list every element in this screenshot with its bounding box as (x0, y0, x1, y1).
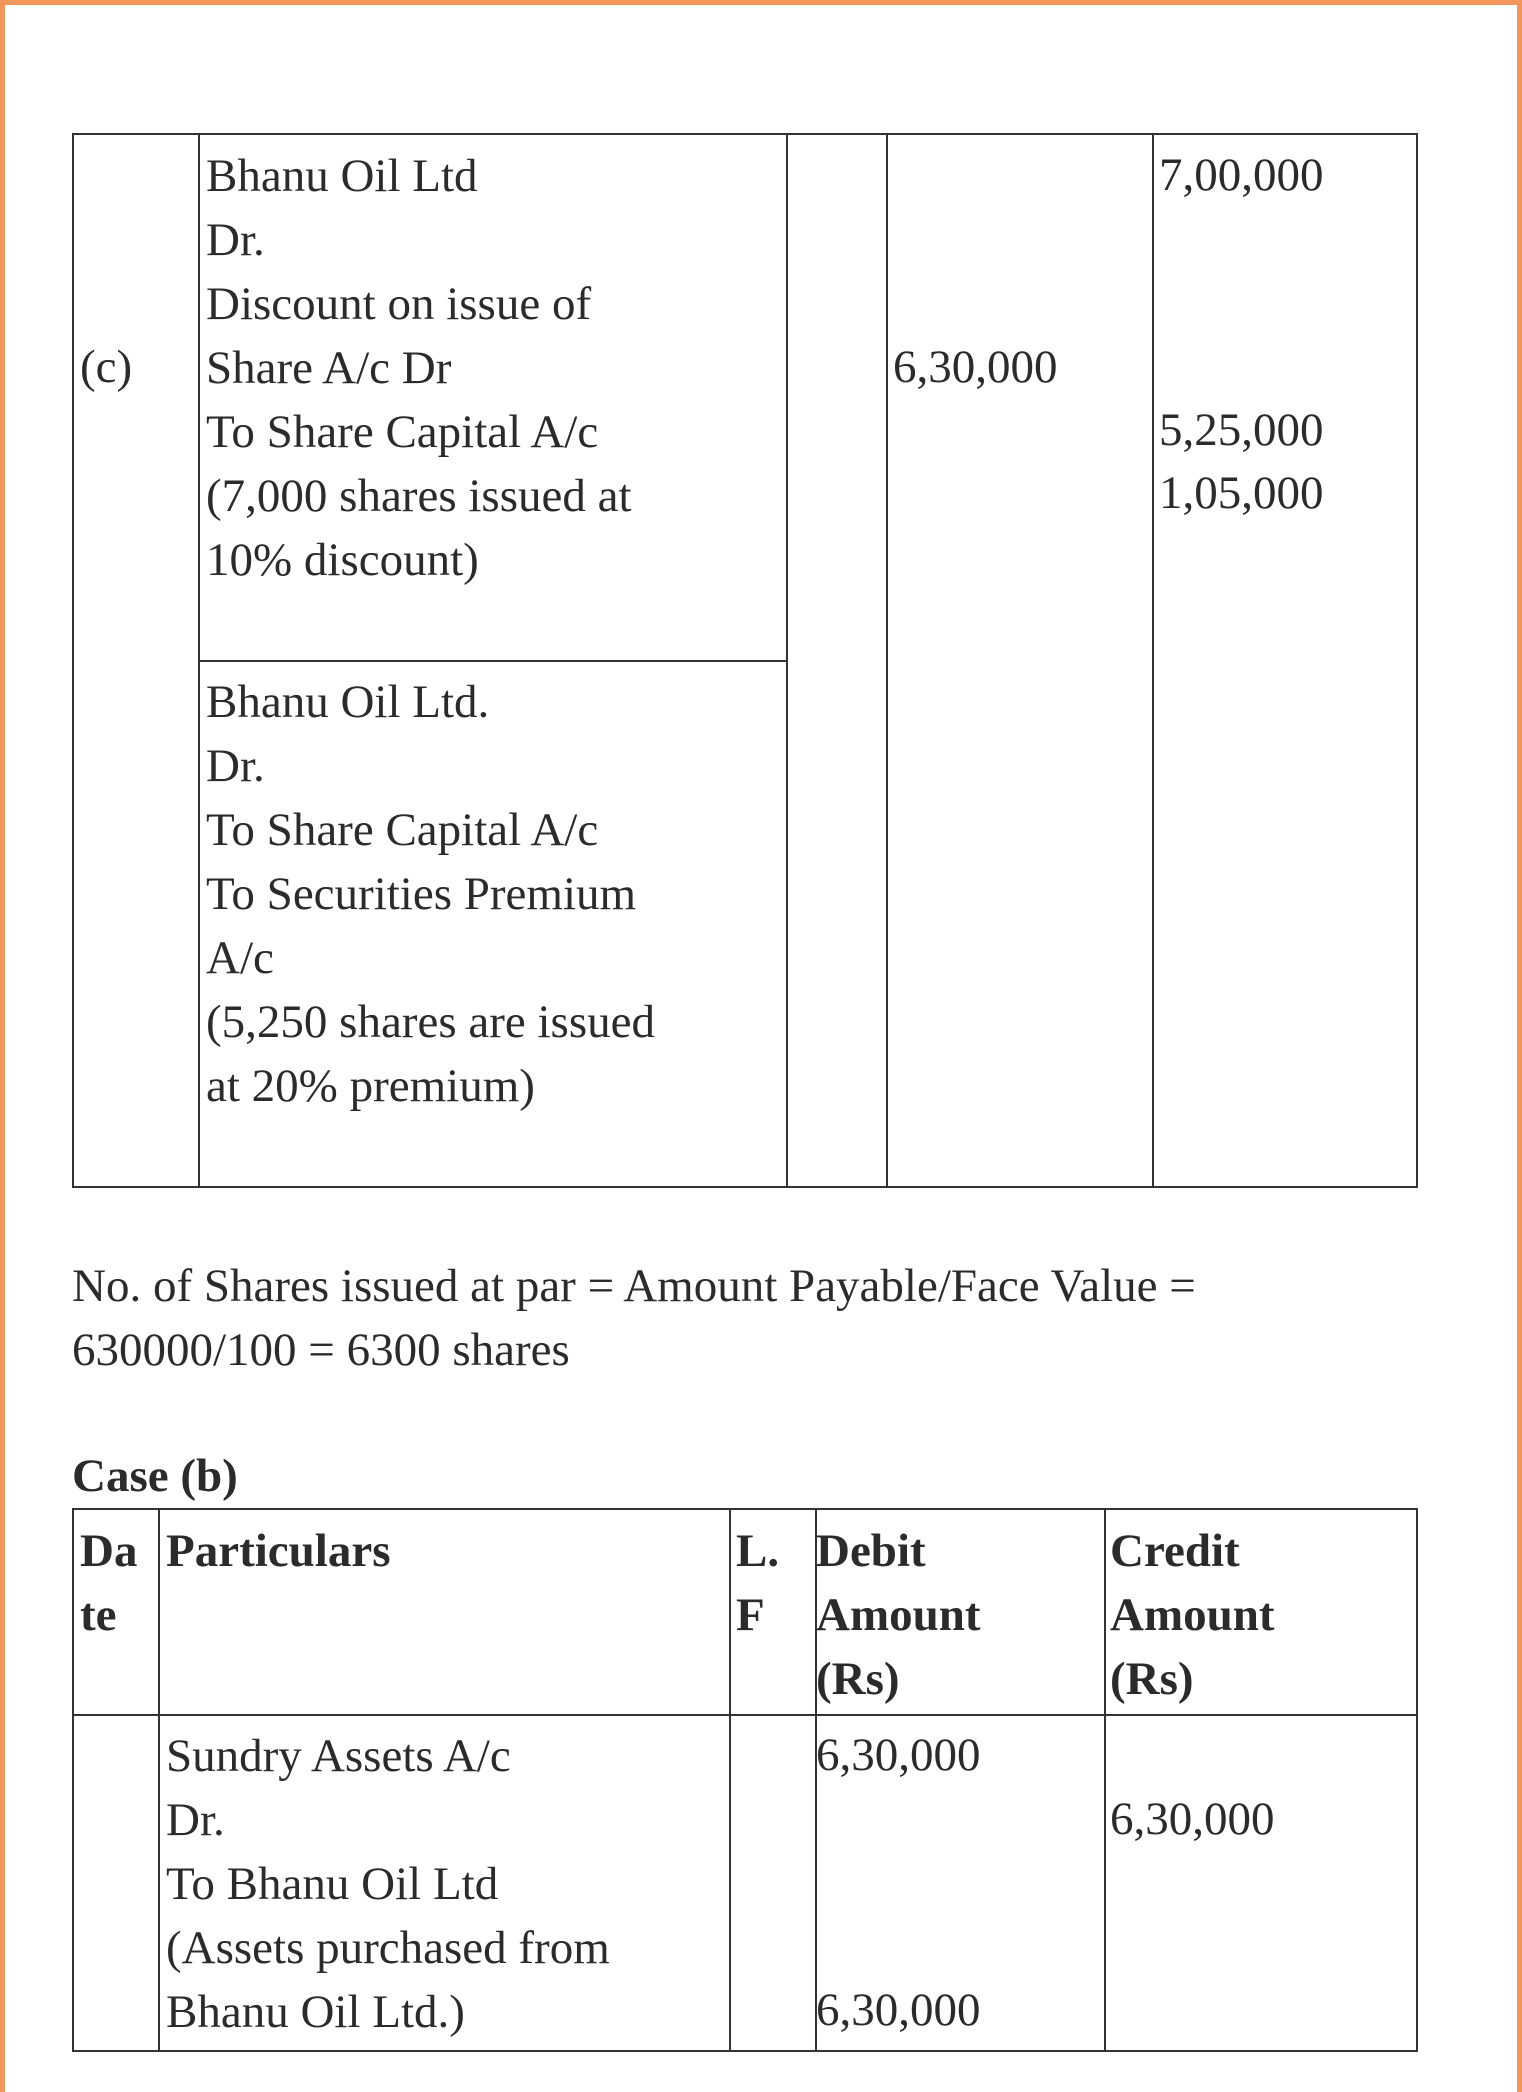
particulars-line: 10% discount) (206, 534, 479, 586)
table-b-bottom-rule (72, 2050, 1418, 2052)
header-debit-line: Debit (816, 1525, 926, 1577)
entry1-credit-amount: 7,00,000 (1159, 149, 1324, 201)
entry1-credit-amount: 1,05,000 (1159, 467, 1324, 519)
table-c-top-rule (72, 133, 1418, 135)
header-credit-amount (1110, 1519, 1275, 1711)
header-credit-line: Amount (1110, 1589, 1275, 1641)
row-particulars (166, 1724, 610, 2044)
note-line: 630000/100 = 6300 shares (72, 1324, 570, 1376)
particulars-line: at 20% premium) (206, 1060, 535, 1112)
particulars-line: Sundry Assets A/c (166, 1730, 511, 1782)
particulars-line: A/c (206, 932, 274, 984)
entry2-particulars (206, 670, 655, 1118)
entry-label: (c) (80, 341, 133, 393)
particulars-line: To Share Capital A/c (206, 406, 599, 458)
header-credit-line: Credit (1110, 1525, 1240, 1577)
entry1-particulars (206, 144, 632, 592)
particulars-line: Bhanu Oil Ltd (206, 150, 478, 202)
particulars-line: Dr. (206, 214, 265, 266)
table-c-right-rule (1416, 133, 1418, 1188)
particulars-line: Discount on issue of (206, 278, 592, 330)
header-debit-amount (816, 1519, 981, 1711)
particulars-line: Bhanu Oil Ltd.) (166, 1986, 465, 2038)
header-date-line: te (80, 1589, 117, 1641)
particulars-line: To Share Capital A/c (206, 804, 599, 856)
header-particulars: Particulars (166, 1525, 391, 1577)
particulars-line: Bhanu Oil Ltd. (206, 676, 490, 728)
particulars-line: Share A/c Dr (206, 342, 452, 394)
table-b-right-rule (1416, 1508, 1418, 2051)
header-lf-line: L. (736, 1525, 780, 1577)
table-c-col-rule (886, 133, 888, 1188)
table-b-col-rule (729, 1508, 731, 2051)
row-credit-amount: 6,30,000 (1110, 1793, 1275, 1845)
table-c-bottom-rule (72, 1186, 1418, 1188)
particulars-line: Dr. (166, 1794, 225, 1846)
header-lf-line: F (736, 1589, 765, 1641)
particulars-line: (Assets purchased from (166, 1922, 610, 1974)
row-debit-amount: 6,30,000 (816, 1729, 981, 1781)
header-debit-line: Amount (816, 1589, 981, 1641)
header-debit-line: (Rs) (816, 1653, 900, 1705)
entry1-debit-amount: 6,30,000 (893, 341, 1058, 393)
table-c-entry-divider (198, 660, 787, 662)
header-ledger-folio (736, 1519, 779, 1647)
particulars-line: To Securities Premium (206, 868, 637, 920)
shares-calculation-note (72, 1254, 1196, 1382)
header-credit-line: (Rs) (1110, 1653, 1194, 1705)
table-b-col-rule (158, 1508, 160, 2051)
particulars-line: Dr. (206, 740, 265, 792)
table-c-col-rule (1152, 133, 1154, 1188)
note-line: No. of Shares issued at par = Amount Payable/Face Value = (72, 1260, 1196, 1312)
table-b-left-rule (72, 1508, 74, 2051)
table-c-left-rule (72, 133, 74, 1188)
header-date (80, 1519, 137, 1647)
table-b-col-rule (1104, 1508, 1106, 2051)
header-date-line: Da (80, 1525, 138, 1577)
table-b-header-rule (72, 1714, 1418, 1716)
particulars-line: (7,000 shares issued at (206, 470, 632, 522)
case-b-heading: Case (b) (72, 1450, 238, 1502)
particulars-line: To Bhanu Oil Ltd (166, 1858, 499, 1910)
entry1-credit-amount: 5,25,000 (1159, 404, 1324, 456)
particulars-line: (5,250 shares are issued (206, 996, 655, 1048)
table-b-top-rule (72, 1508, 1418, 1510)
row-debit-amount-total: 6,30,000 (816, 1984, 981, 2036)
